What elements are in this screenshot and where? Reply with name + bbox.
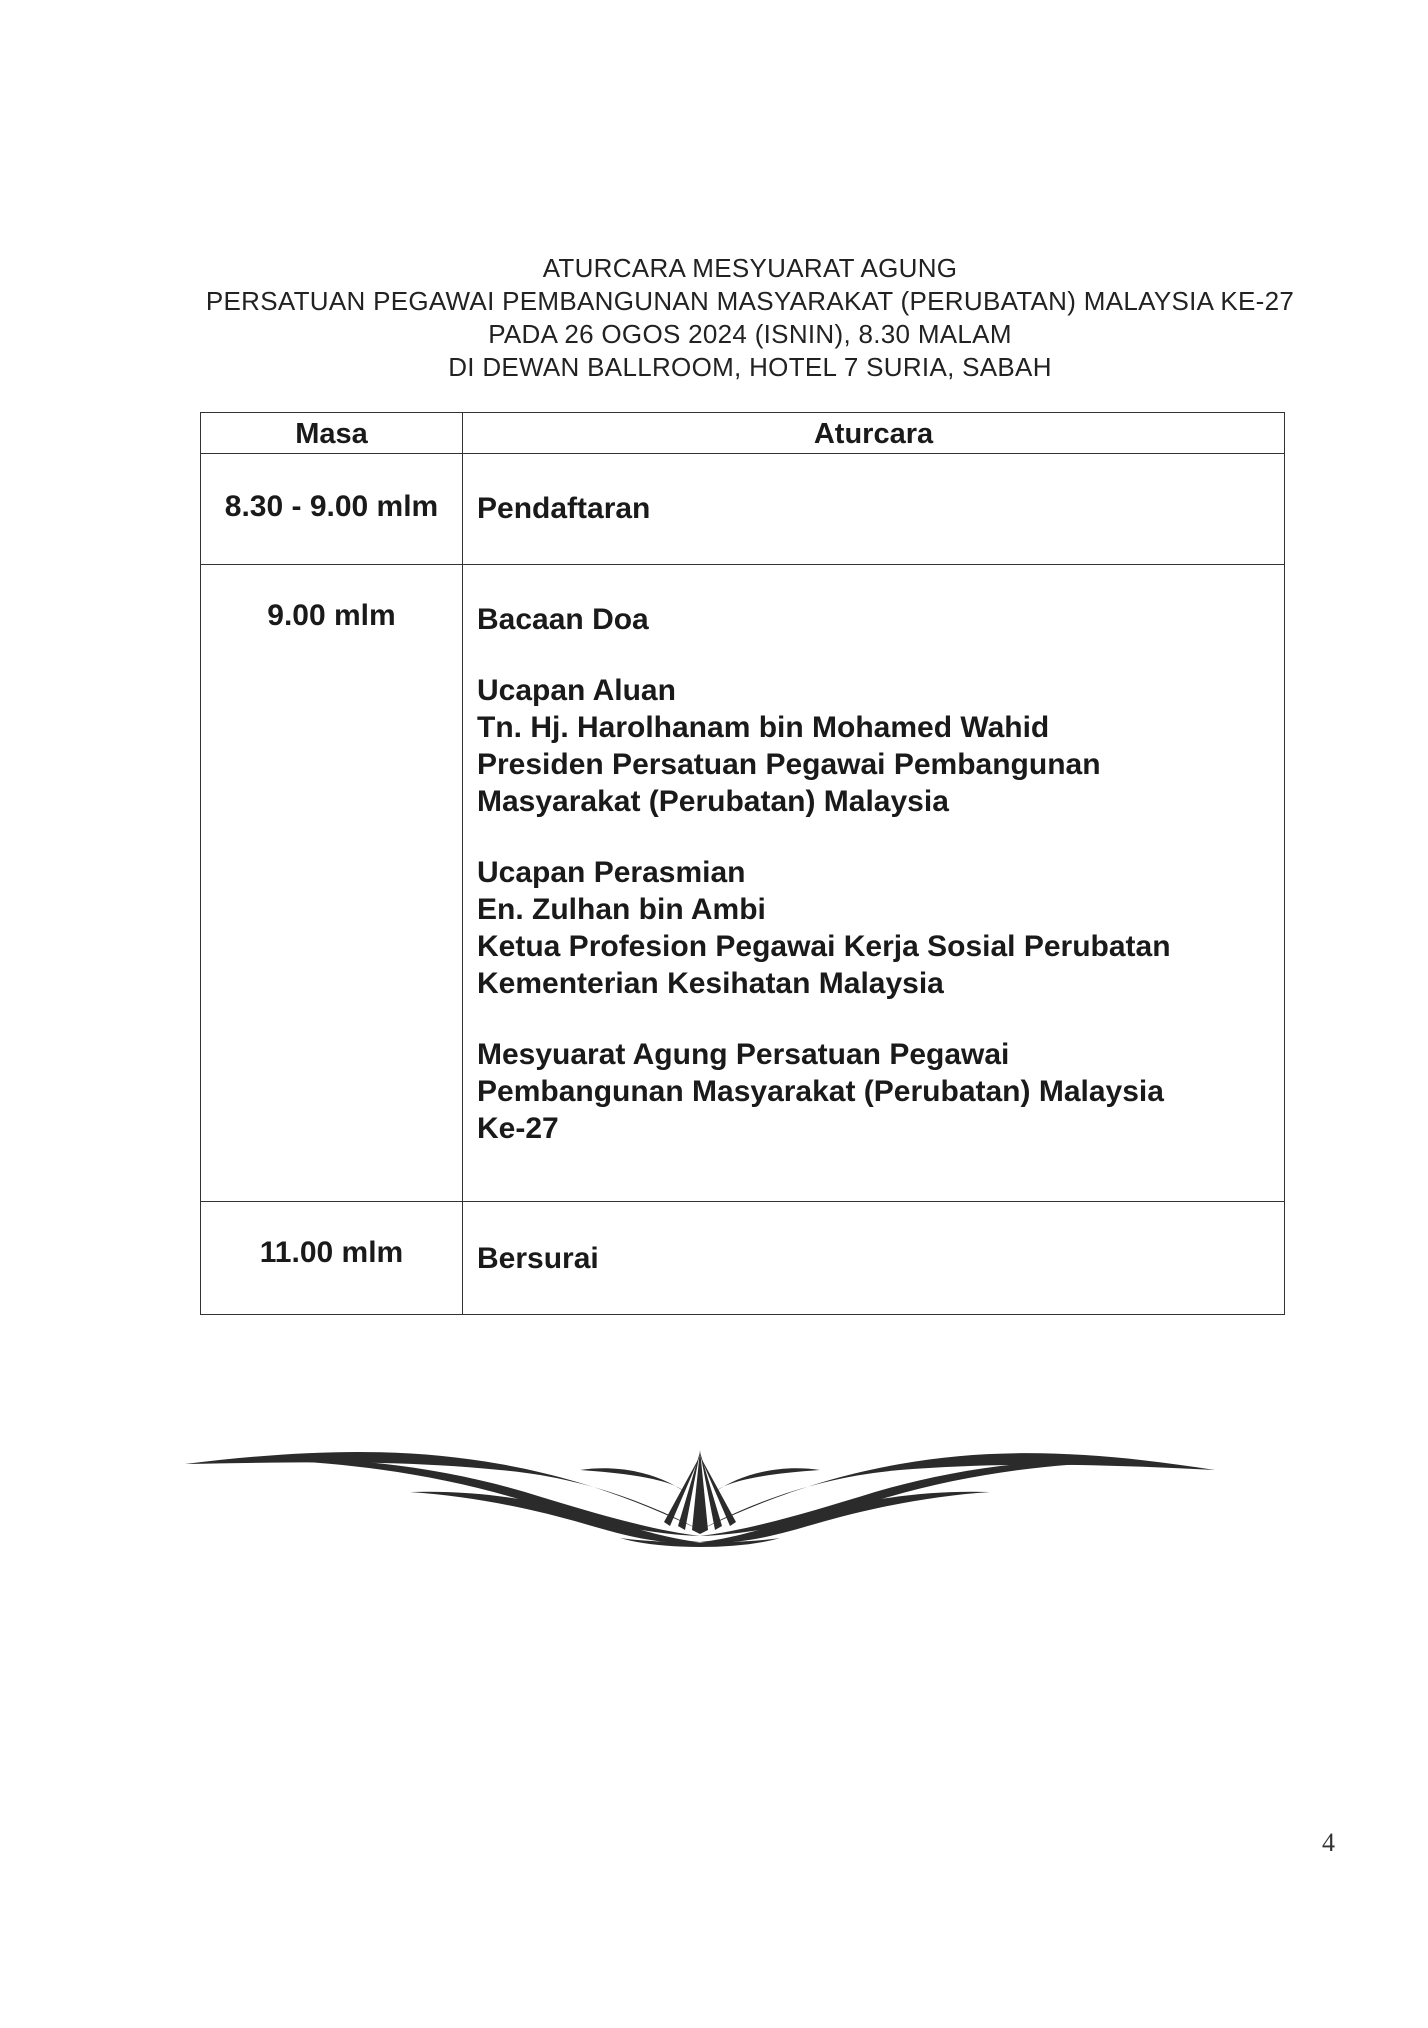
agenda-line: Bersurai bbox=[477, 1242, 599, 1275]
agenda-item bbox=[477, 1240, 1274, 1277]
time-value: 9.00 mlm bbox=[267, 599, 396, 632]
agenda-item bbox=[477, 1036, 1274, 1147]
header-label-item: Aturcara bbox=[813, 417, 934, 450]
agenda-line: Ucapan Aluan bbox=[477, 674, 676, 707]
agenda-line: Pendaftaran bbox=[477, 492, 651, 525]
heading-line-3: PADA 26 OGOS 2024 (ISNIN), 8.30 MALAM bbox=[488, 319, 1012, 349]
flourish-divider-icon bbox=[180, 1430, 1220, 1550]
agenda-line: Bacaan Doa bbox=[477, 603, 649, 636]
time-cell bbox=[201, 565, 463, 1202]
agenda-line: Ucapan Perasmian bbox=[477, 856, 746, 889]
agenda-item bbox=[477, 672, 1274, 820]
table-header-row bbox=[201, 413, 1285, 454]
agenda-line: Ke-27 bbox=[477, 1112, 559, 1145]
agenda-line: Tn. Hj. Harolhanam bin Mohamed Wahid bbox=[477, 711, 1050, 744]
agenda-line: Pembangunan Masyarakat (Perubatan) Malaysia bbox=[477, 1075, 1164, 1108]
item-cell bbox=[463, 454, 1285, 565]
header-cell-time bbox=[201, 413, 463, 454]
table-row bbox=[201, 454, 1285, 565]
agenda-line: Ketua Profesion Pegawai Kerja Sosial Perubatan bbox=[477, 930, 1171, 963]
agenda-item bbox=[477, 601, 1274, 638]
item-cell bbox=[463, 1202, 1285, 1315]
agenda-line: En. Zulhan bin Ambi bbox=[477, 893, 766, 926]
agenda-item bbox=[477, 854, 1274, 1002]
heading-line-4: DI DEWAN BALLROOM, HOTEL 7 SURIA, SABAH bbox=[448, 352, 1052, 382]
table-row bbox=[201, 1202, 1285, 1315]
schedule-table bbox=[200, 412, 1285, 1315]
heading-line-1: ATURCARA MESYUARAT AGUNG bbox=[542, 253, 958, 283]
agenda-line: Kementerian Kesihatan Malaysia bbox=[477, 967, 944, 1000]
page-number: 4 bbox=[1322, 1828, 1335, 1857]
header-label-time: Masa bbox=[295, 417, 368, 450]
time-cell bbox=[201, 1202, 463, 1315]
heading-line-2: PERSATUAN PEGAWAI PEMBANGUNAN MASYARAKAT (PERUBATAN) MALAYSIA KE-27 bbox=[205, 286, 1295, 316]
time-cell bbox=[201, 454, 463, 565]
agenda-item bbox=[477, 490, 1274, 527]
agenda-line: Mesyuarat Agung Persatuan Pegawai bbox=[477, 1038, 1010, 1071]
agenda-line: Masyarakat (Perubatan) Malaysia bbox=[477, 785, 949, 818]
time-value: 8.30 - 9.00 mlm bbox=[224, 490, 439, 523]
document-heading bbox=[140, 252, 1360, 384]
item-cell bbox=[463, 565, 1285, 1202]
time-value: 11.00 mlm bbox=[259, 1236, 404, 1269]
agenda-line: Presiden Persatuan Pegawai Pembangunan bbox=[477, 748, 1101, 781]
table-row bbox=[201, 565, 1285, 1202]
header-cell-item bbox=[463, 413, 1285, 454]
